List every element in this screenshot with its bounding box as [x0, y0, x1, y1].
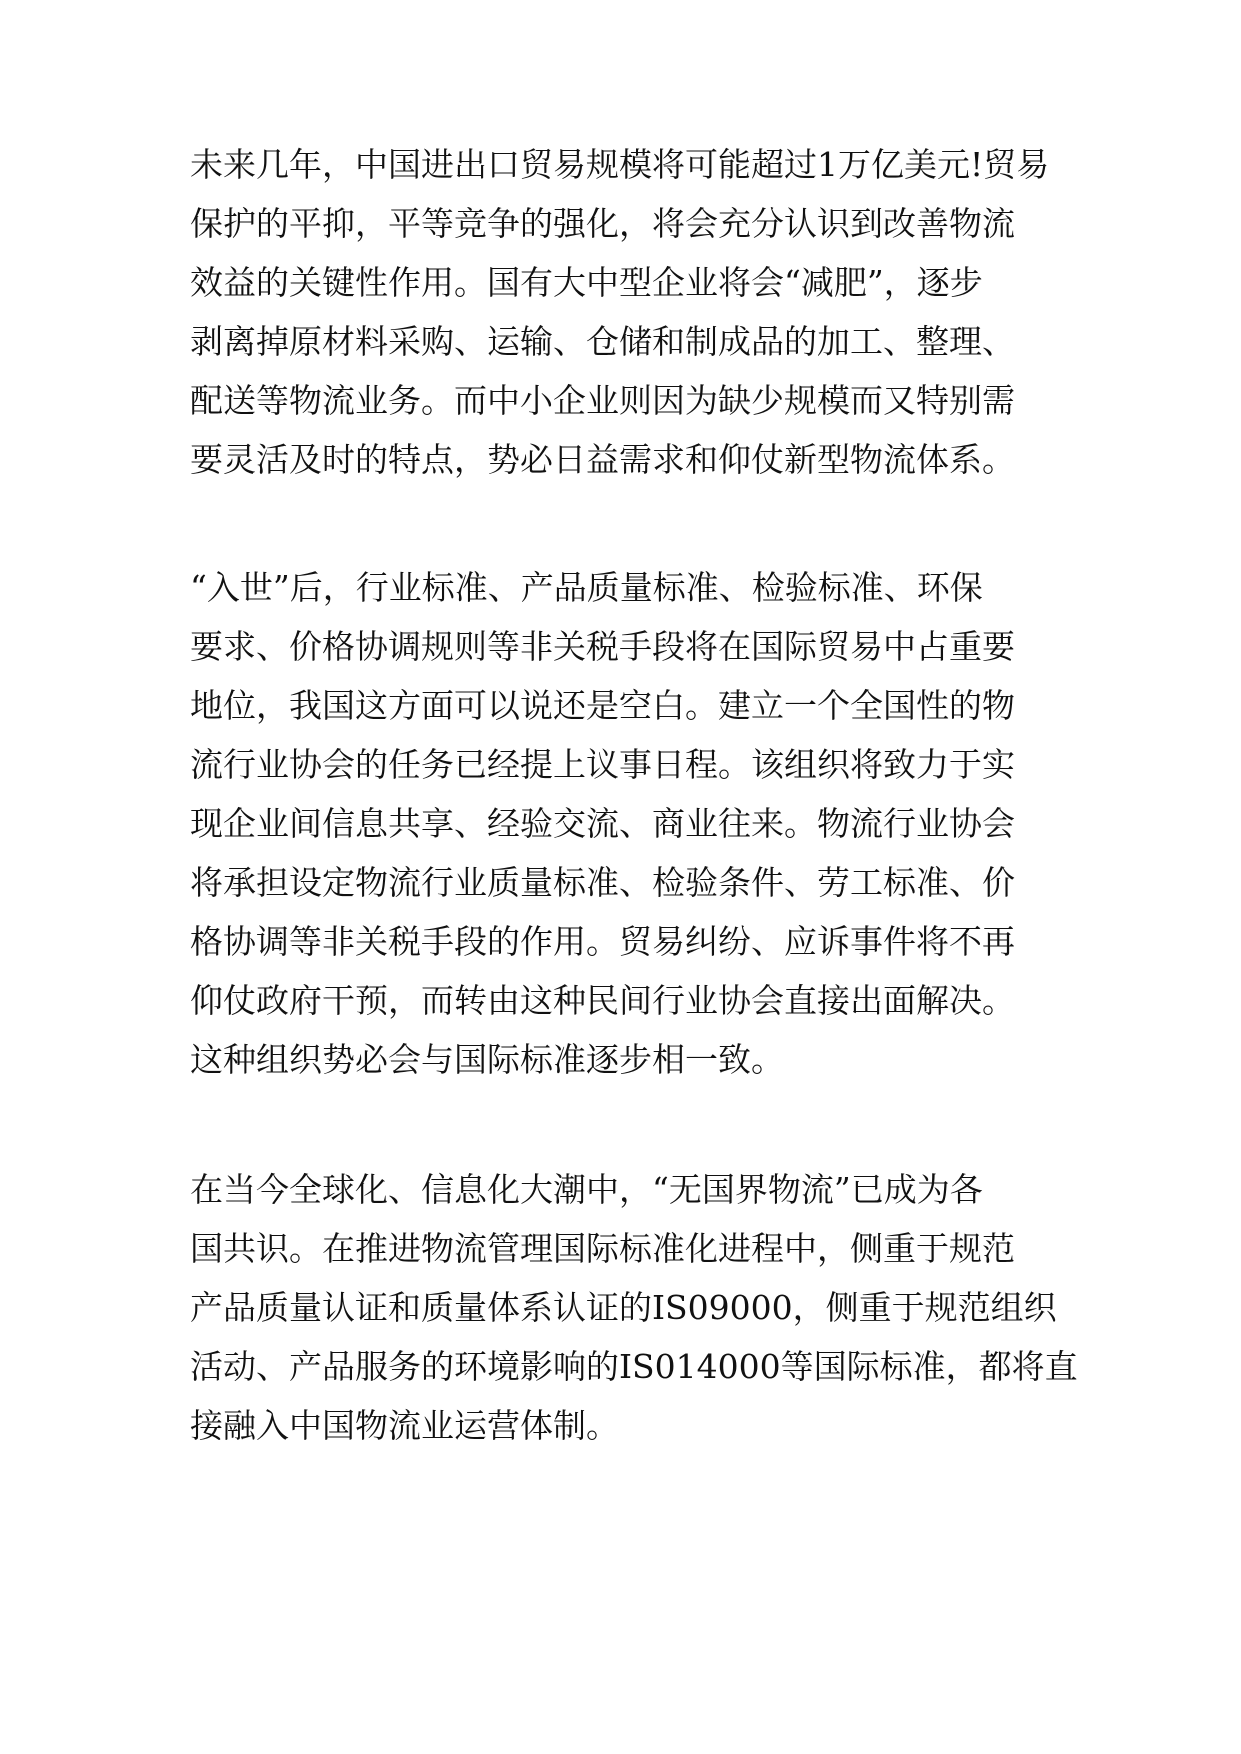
paragraph-line: 现企业间信息共享、经验交流、商业往来。物流行业协会 — [190, 804, 1015, 843]
paragraph-line: 这种组织势必会与国际标准逐步相一致。 — [190, 1040, 784, 1079]
paragraph-line: 未来几年，中国进出口贸易规模将可能超过1万亿美元!贸易 — [190, 145, 1050, 184]
paragraph-line: 格协调等非关税手段的作用。贸易纠纷、应诉事件将不再 — [190, 922, 1015, 961]
paragraph-line: “入世”后，行业标准、产品质量标准、检验标准、环保 — [190, 568, 983, 607]
paragraph-line: 产品质量认证和质量体系认证的IS09000，侧重于规范组织 — [190, 1288, 1057, 1327]
paragraph-line: 将承担设定物流行业质量标准、检验条件、劳工标准、价 — [190, 863, 1015, 902]
paragraph-line: 效益的关键性作用。国有大中型企业将会“减肥”，逐步 — [190, 263, 983, 302]
paragraph-line: 在当今全球化、信息化大潮中，“无国界物流”已成为各 — [190, 1170, 983, 1209]
paragraph-line: 仰仗政府干预，而转由这种民间行业协会直接出面解决。 — [190, 981, 1015, 1020]
paragraph-line: 剥离掉原材料采购、运输、仓储和制成品的加工、整理、 — [190, 322, 1015, 361]
paragraph-line: 活动、产品服务的环境影响的IS014000等国际标准，都将直 — [190, 1347, 1078, 1386]
paragraph-line: 接融入中国物流业运营体制。 — [190, 1406, 619, 1445]
paragraph-line: 保护的平抑，平等竞争的强化，将会充分认识到改善物流 — [190, 204, 1015, 243]
paragraph-line: 要求、价格协调规则等非关税手段将在国际贸易中占重要 — [190, 627, 1015, 666]
paragraph-line: 国共识。在推进物流管理国际标准化进程中，侧重于规范 — [190, 1229, 1015, 1268]
paragraph-line: 要灵活及时的特点，势必日益需求和仰仗新型物流体系。 — [190, 440, 1015, 479]
paragraph-line: 配送等物流业务。而中小企业则因为缺少规模而又特别需 — [190, 381, 1015, 420]
paragraph-line: 地位，我国这方面可以说还是空白。建立一个全国性的物 — [190, 686, 1015, 725]
paragraph-line: 流行业协会的任务已经提上议事日程。该组织将致力于实 — [190, 745, 1015, 784]
